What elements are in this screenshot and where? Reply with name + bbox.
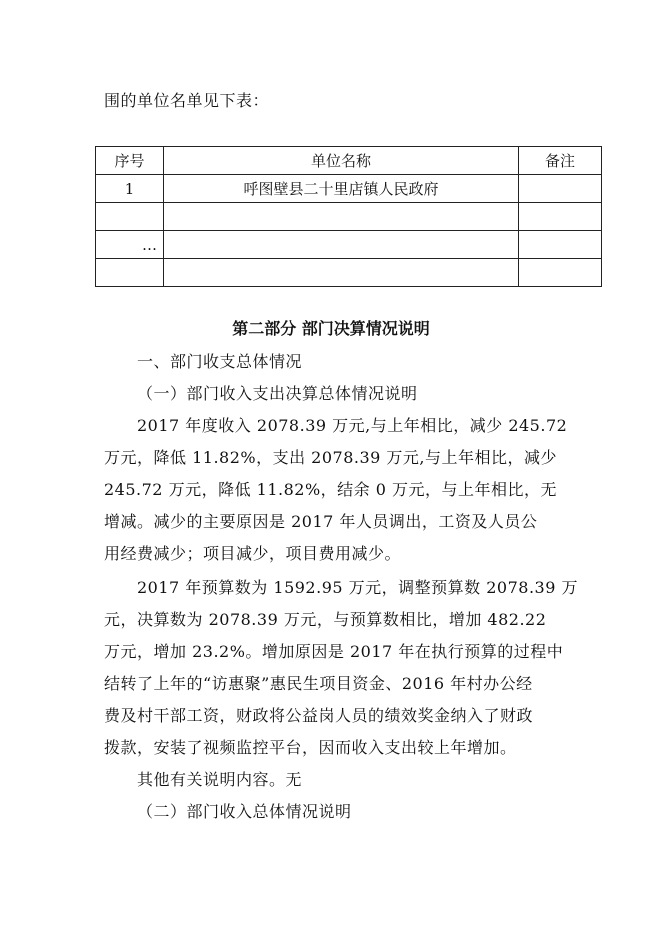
paragraph-line: 拨款，安装了视频监控平台，因而收入支出较上年增加。 (104, 738, 517, 757)
unit-list-table (95, 146, 602, 287)
header-unit-name: 单位名称 (164, 147, 519, 175)
table-cell (164, 259, 519, 287)
table-row (96, 203, 602, 231)
table-cell (96, 259, 164, 287)
paragraph-line: 结转了上年的“访惠聚”惠民生项目资金、2016 年村办公经 (104, 674, 533, 693)
table-header-row (96, 147, 602, 175)
table-cell (96, 203, 164, 231)
table-row (96, 175, 602, 203)
intro-text: 围的单位名单见下表： (104, 91, 270, 110)
paragraph-line: 245.72 万元，降低 11.82%，结余 0 万元，与上年相比，无 (104, 480, 558, 499)
heading-level1: 一、部门收支总体情况 (137, 352, 303, 371)
heading-level2: （一）部门收入支出决算总体情况说明 (137, 384, 418, 403)
paragraph-line: 万元，降低 11.82%，支出 2078.39 万元,与上年相比，减少 (104, 448, 558, 467)
table-cell (519, 175, 602, 203)
table-cell (519, 231, 602, 259)
paragraph-line: 万元，增加 23.2%。增加原因是 2017 年在执行预算的过程中 (104, 642, 564, 661)
paragraph-line: 2017 年度收入 2078.39 万元,与上年相比，减少 245.72 (137, 416, 568, 435)
heading-level2-next: （二）部门收入总体情况说明 (137, 802, 352, 821)
table-row (96, 231, 602, 259)
paragraph-line: 用经费减少；项目减少，项目费用减少。 (104, 544, 402, 563)
table-cell: 1 (96, 175, 164, 203)
paragraph-line: 增减。减少的主要原因是 2017 年人员调出，工资及人员公 (104, 512, 538, 531)
table-row (96, 259, 602, 287)
table-cell: 呼图壁县二十里店镇人民政府 (164, 175, 519, 203)
section-title: 第二部分 部门决算情况说明 (232, 319, 430, 338)
paragraph-line: 2017 年预算数为 1592.95 万元，调整预算数 2078.39 万 (137, 578, 578, 597)
header-serial: 序号 (96, 147, 164, 175)
table-cell (164, 203, 519, 231)
table-cell (519, 259, 602, 287)
other-notes: 其他有关说明内容。无 (137, 770, 303, 789)
header-remarks: 备注 (519, 147, 602, 175)
table-cell (519, 203, 602, 231)
table-cell: … (96, 231, 164, 259)
paragraph-line: 元，决算数为 2078.39 万元，与预算数相比，增加 482.22 (104, 610, 547, 629)
table-cell (164, 231, 519, 259)
paragraph-line: 费及村干部工资，财政将公益岗人员的绩效奖金纳入了财政 (104, 706, 534, 725)
